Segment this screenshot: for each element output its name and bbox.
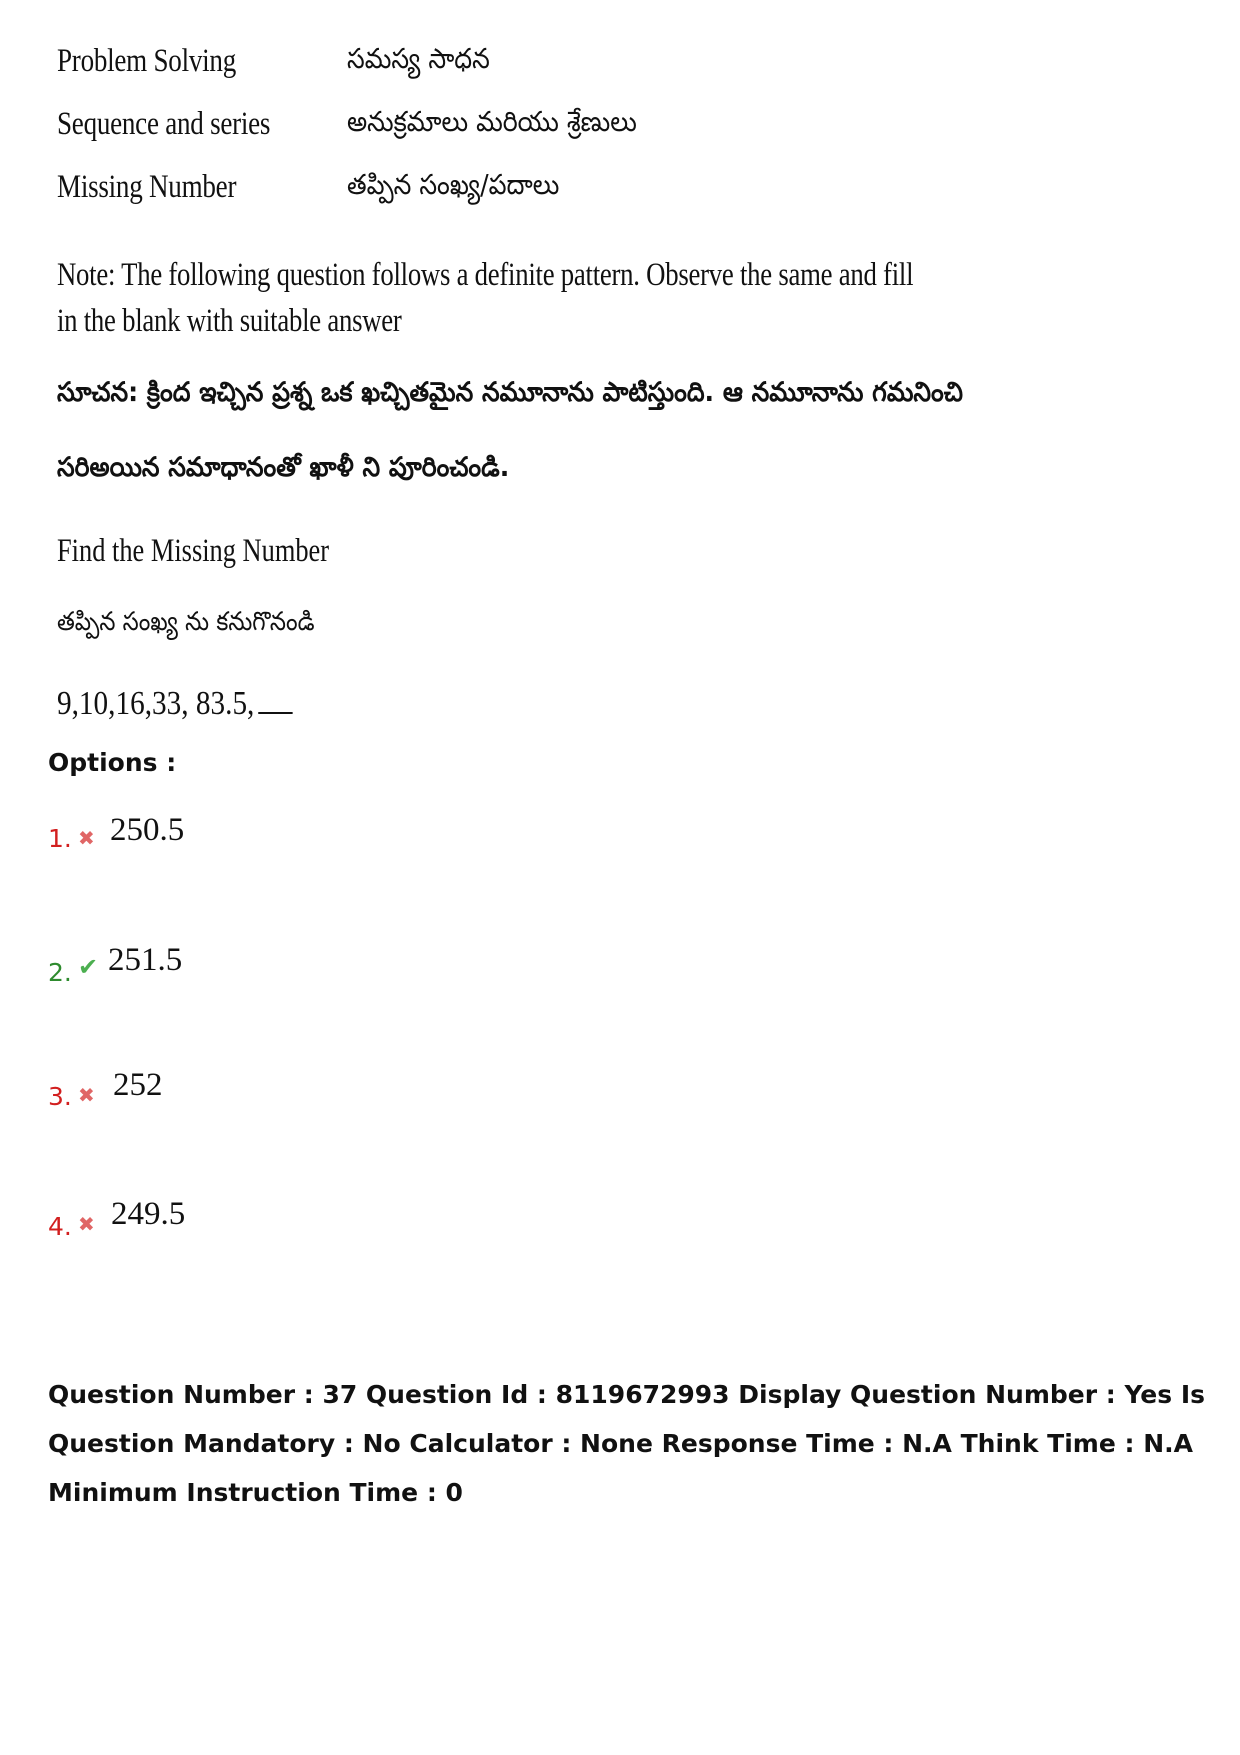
option-value: 251.5 <box>108 942 183 978</box>
cross-icon: ✖ <box>78 1214 95 1236</box>
number-sequence <box>57 685 292 723</box>
note-english: Note: The following question follows a definite pattern. Observe the same and fill in the blank with suitable answer <box>57 257 914 339</box>
cross-icon: ✖ <box>78 1085 95 1107</box>
note-telugu-line-1: సూచన: క్రింద ఇచ్చిన ప్రశ్న ఒక ఖచ్చితమైన నమూనాను పాటిస్తుంది. ఆ నమూనాను గమనించి <box>57 377 963 408</box>
topic-english: Missing Number <box>57 169 237 205</box>
note-telugu-line-2: సరిఅయిన సమాధానంతో ఖాళీ ని పూరించండి. <box>57 452 510 483</box>
answer-blank <box>258 686 292 714</box>
topic-english: Sequence and series <box>57 106 271 142</box>
check-icon: ✔ <box>78 955 99 981</box>
option-value: 250.5 <box>110 812 185 848</box>
question-english: Find the Missing Number <box>57 533 330 569</box>
options-label: Options : <box>48 748 177 777</box>
topic-row <box>57 156 669 219</box>
option-number: 2. <box>48 958 72 987</box>
option-value: 252 <box>113 1067 163 1103</box>
option-value: 249.5 <box>111 1196 186 1232</box>
question-metadata: Question Number : 37 Question Id : 8119672993 Display Question Number : Yes Is Question Mandatory : No Calculator : None Response Time : N.A Think Time : N.A Minimum Instruction Time : 0 <box>48 1380 1206 1507</box>
topic-telugu: అనుక్రమాలు మరియు శ్రేణులు <box>347 104 637 138</box>
topic-row <box>57 30 669 93</box>
sequence-text: 9,10,16,33, 83.5, <box>57 685 255 722</box>
topic-english: Problem Solving <box>57 43 236 79</box>
topic-telugu: సమస్య సాధన <box>347 41 490 75</box>
cross-icon: ✖ <box>78 828 95 850</box>
option-number: 3. <box>48 1082 72 1111</box>
option-number: 4. <box>48 1212 72 1241</box>
topic-telugu: తప్పిన సంఖ్య/పదాలు <box>347 167 560 201</box>
question-telugu: తప్పిన సంఖ్య ను కనుగొనండి <box>57 607 315 637</box>
option-number: 1. <box>48 824 72 853</box>
topic-table <box>57 30 669 219</box>
topic-row <box>57 93 669 156</box>
